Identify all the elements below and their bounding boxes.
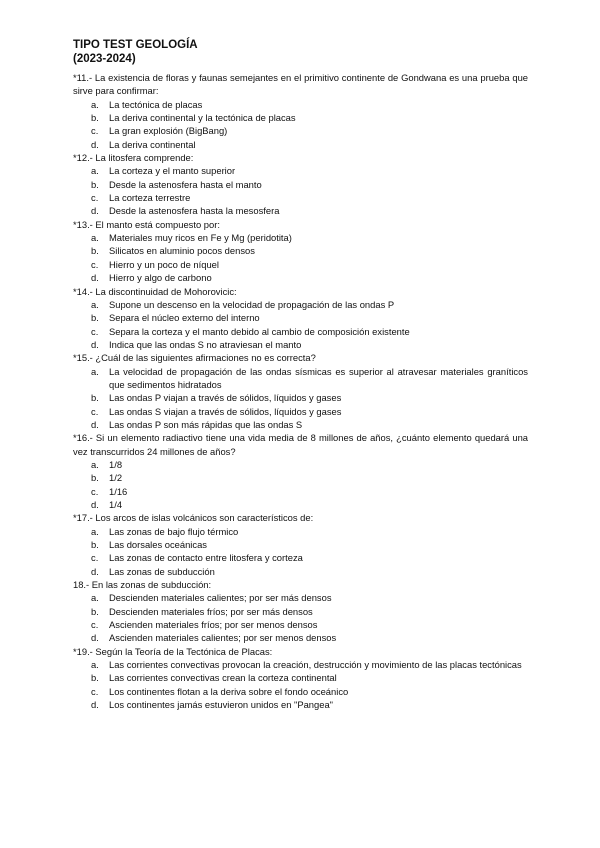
option-text: 1/4 [109,499,123,510]
question-stem: *11.- La existencia de floras y faunas semejantes en el primitivo continente de Gondwana es una prueba que sirve para confirmar: [73,72,528,97]
option-letter: a. [91,659,99,671]
option-letter: c. [91,552,99,564]
option-letter: a. [91,592,99,604]
option-text: La corteza y el manto superior [109,165,236,177]
answer-option [73,258,528,271]
option-letter: d. [91,565,99,577]
question-list [73,71,528,712]
answer-option [73,525,528,538]
option-text: La velocidad de propagación de las ondas sísmicas es superior al atravesar materiales graníticos que sedimentos hidratados [109,365,528,390]
option-letter: b. [91,672,99,684]
answer-option [73,605,528,618]
option-text: Separa la corteza y el manto debido al cambio de composición existente [109,325,410,337]
answer-option [73,471,528,484]
option-text: Los continentes jamás estuvieron unidos en "Pangea" [109,699,333,711]
question-stem: 18.- En las zonas de subducción: [73,579,212,591]
answer-option [73,271,528,284]
option-text: Silicatos en aluminio pocos densos [109,245,255,257]
option-letter: d. [91,272,99,284]
question-block [73,285,528,352]
answer-options [73,525,528,578]
option-letter: a. [91,298,99,310]
question-block [73,645,528,712]
answer-option [73,391,528,404]
answer-option [73,405,528,418]
answer-options [73,98,528,151]
option-letter: c. [91,192,99,204]
option-letter: a. [91,525,99,537]
option-letter: c. [91,325,99,337]
answer-option [73,111,528,124]
answer-option [73,498,528,511]
option-letter: d. [91,632,99,644]
answer-option [73,298,528,311]
question-stem: *14.- La discontinuidad de Mohorovicic: [73,285,237,297]
answer-options [73,591,528,644]
answer-option [73,671,528,684]
option-text: Indica que las ondas S no atraviesan el manto [109,338,302,350]
question-stem: *16.- Si un elemento radiactivo tiene una vida media de 8 millones de años, ¿cuánto elemento quedará una vez transcurridos 24 millones de años? [73,432,528,457]
option-letter: c. [91,685,99,697]
answer-options [73,298,528,351]
option-text: Las corrientes convectivas provocan la creación, destrucción y movimiento de las placas tectónicas [109,659,522,671]
option-text: 1/16 [109,485,128,497]
question-block [73,431,528,511]
question-stem: *12.- La litosfera comprende: [73,152,194,164]
option-letter: b. [91,605,99,617]
answer-option [73,458,528,471]
option-letter: b. [91,178,99,190]
option-text: Las ondas P viajan a través de sólidos, líquidos y gases [109,392,342,404]
option-letter: b. [91,312,99,324]
option-letter: b. [91,539,99,551]
answer-option [73,338,528,351]
option-letter: d. [91,338,99,350]
question-stem: *17.- Los arcos de islas volcánicos son característicos de: [73,512,314,524]
answer-option [73,685,528,698]
option-letter: b. [91,472,99,484]
answer-options [73,164,528,217]
option-letter: a. [91,232,99,244]
option-text: Las corrientes convectivas crean la corteza continental [109,672,337,684]
question-stem: *19.- Según la Teoría de la Tectónica de Placas: [73,645,273,657]
answer-options [73,458,528,511]
question-stem: *13.- El manto está compuesto por: [73,218,220,230]
answer-option [73,538,528,551]
option-text: La deriva continental [109,138,196,150]
option-text: Desde la astenosfera hasta la mesosfera [109,205,280,217]
option-letter: b. [91,112,99,124]
answer-options [73,231,528,284]
option-letter: d. [91,499,99,510]
document-page [73,38,528,712]
option-letter: d. [91,138,99,150]
question-block [73,218,528,285]
answer-option [73,178,528,191]
option-text: Las ondas S viajan a través de sólidos, líquidos y gases [109,405,342,417]
answer-option [73,311,528,324]
option-text: Ascienden materiales fríos; por ser menos densos [109,619,318,631]
option-text: Las zonas de contacto entre litosfera y corteza [109,552,303,564]
question-block [73,151,528,218]
answer-option [73,551,528,564]
answer-option [73,231,528,244]
answer-option [73,658,528,671]
answer-option [73,164,528,177]
option-text: Las ondas P son más rápidas que las ondas S [109,418,303,430]
answer-option [73,191,528,204]
answer-option [73,565,528,578]
answer-option [73,698,528,711]
option-letter: c. [91,619,99,631]
option-letter: d. [91,418,99,430]
option-letter: a. [91,365,99,377]
option-letter: c. [91,405,99,417]
answer-option [73,138,528,151]
answer-option [73,365,528,392]
option-text: Supone un descenso en la velocidad de propagación de las ondas P [109,298,395,310]
option-letter: a. [91,165,99,177]
question-block [73,511,528,578]
option-text: Hierro y un poco de níquel [109,258,219,270]
option-text: La tectónica de placas [109,98,203,110]
option-letter: b. [91,245,99,257]
option-text: Las dorsales oceánicas [109,539,207,551]
option-text: Desde la astenosfera hasta el manto [109,178,262,190]
option-letter: a. [91,98,99,110]
document-title: TIPO TEST GEOLOGÍA [73,39,198,51]
option-text: 1/2 [109,472,123,484]
option-letter: b. [91,392,99,404]
document-year: (2023-2024) [73,53,136,65]
option-letter: d. [91,699,99,711]
question-stem: *15.- ¿Cuál de las siguientes afirmaciones no es correcta? [73,352,316,364]
answer-option [73,98,528,111]
option-text: Las zonas de subducción [109,565,215,577]
option-text: Materiales muy ricos en Fe y Mg (peridotita) [109,232,292,244]
answer-option [73,591,528,604]
option-text: 1/8 [109,458,123,470]
option-text: Las zonas de bajo flujo térmico [109,525,239,537]
question-block [73,351,528,431]
option-text: La corteza terrestre [109,192,191,204]
answer-option [73,124,528,137]
option-text: Hierro y algo de carbono [109,272,212,284]
option-text: Descienden materiales fríos; por ser más densos [109,605,313,617]
answer-option [73,418,528,431]
question-block [73,578,528,645]
option-text: Ascienden materiales calientes; por ser menos densos [109,632,337,644]
option-text: Los continentes flotan a la deriva sobre el fondo oceánico [109,685,349,697]
question-block [73,71,528,151]
option-text: La deriva continental y la tectónica de placas [109,112,296,124]
answer-options [73,365,528,432]
answer-option [73,325,528,338]
option-text: La gran explosión (BigBang) [109,125,228,137]
option-letter: c. [91,125,99,137]
answer-option [73,204,528,217]
option-letter: c. [91,258,99,270]
answer-option [73,485,528,498]
answer-option [73,631,528,644]
option-text: Descienden materiales calientes; por ser más densos [109,592,332,604]
option-letter: d. [91,205,99,217]
option-letter: a. [91,458,99,470]
answer-option [73,244,528,257]
option-text: Separa el núcleo externo del interno [109,312,260,324]
answer-options [73,658,528,711]
option-letter: c. [91,485,99,497]
answer-option [73,618,528,631]
